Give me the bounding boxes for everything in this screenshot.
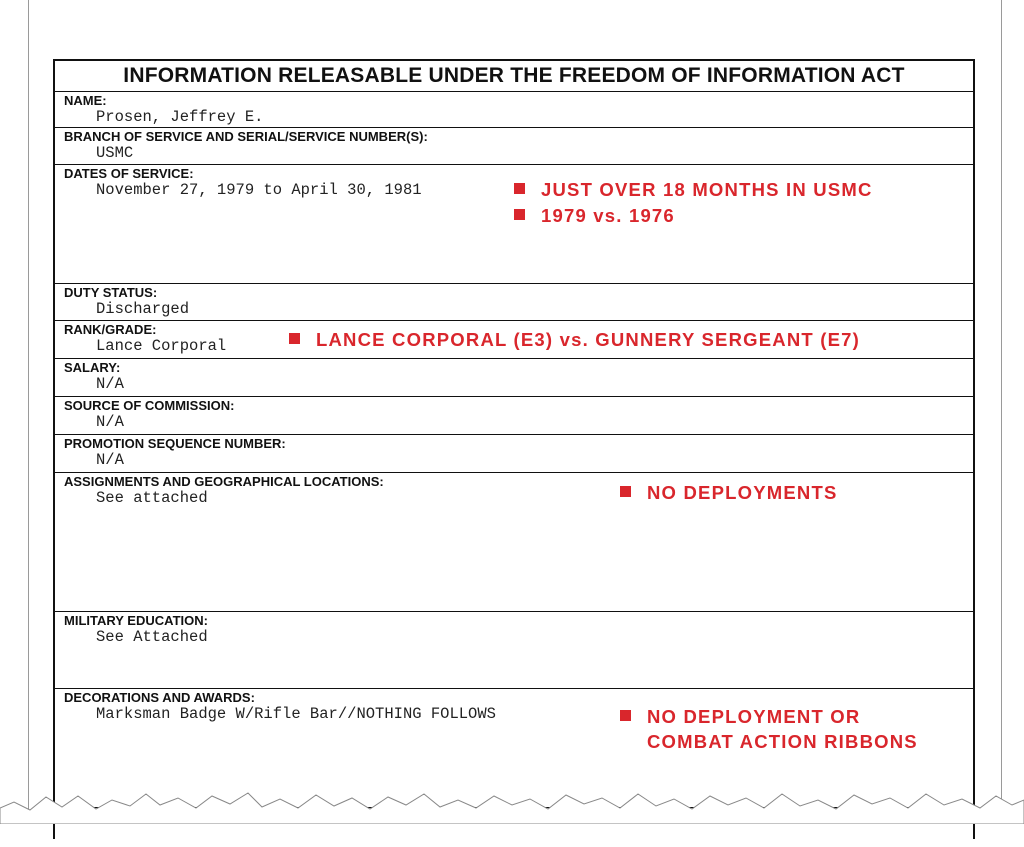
field-value-promotion: N/A (96, 451, 124, 469)
field-value-salary: N/A (96, 375, 124, 393)
annotation-dates-2-text: 1979 vs. 1976 (541, 205, 675, 226)
field-label-assignments: ASSIGNMENTS AND GEOGRAPHICAL LOCATIONS: (64, 474, 384, 489)
annotation-decorations (620, 704, 918, 754)
field-value-duty-status: Discharged (96, 300, 190, 318)
annotation-assignments (620, 480, 838, 505)
field-label-promotion: PROMOTION SEQUENCE NUMBER: (64, 436, 286, 451)
field-duty-status (55, 283, 973, 321)
field-commission (55, 396, 973, 435)
annotation-decorations-line1: NO DEPLOYMENT OR (647, 706, 861, 727)
field-value-branch: USMC (96, 144, 134, 162)
red-square-bullet-icon (620, 710, 631, 721)
annotation-rank (289, 327, 860, 352)
field-value-commission: N/A (96, 413, 124, 431)
field-value-education: See Attached (96, 628, 208, 646)
field-name (55, 91, 973, 128)
annotation-dates-2 (514, 203, 675, 228)
torn-paper-edge (0, 788, 1024, 824)
field-label-salary: SALARY: (64, 360, 121, 375)
field-label-rank: RANK/GRADE: (64, 322, 157, 337)
field-label-dates: DATES OF SERVICE: (64, 166, 194, 181)
field-branch (55, 127, 973, 165)
red-square-bullet-icon (514, 183, 525, 194)
field-label-education: MILITARY EDUCATION: (64, 613, 208, 628)
red-square-bullet-icon (514, 209, 525, 220)
field-promotion (55, 434, 973, 473)
annotation-dates-1-text: JUST OVER 18 MONTHS IN USMC (541, 179, 873, 200)
field-salary (55, 358, 973, 397)
field-education (55, 611, 973, 689)
field-label-decorations: DECORATIONS AND AWARDS: (64, 690, 255, 705)
page-edge-left (28, 0, 29, 824)
field-value-rank: Lance Corporal (96, 337, 227, 355)
annotation-decorations-line2: COMBAT ACTION RIBBONS (647, 731, 918, 752)
field-value-dates: November 27, 1979 to April 30, 1981 (96, 181, 422, 199)
red-square-bullet-icon (620, 486, 631, 497)
red-square-bullet-icon (289, 333, 300, 344)
field-value-assignments: See attached (96, 489, 208, 507)
form-title: INFORMATION RELEASABLE UNDER THE FREEDOM OF INFORMATION ACT (123, 64, 905, 87)
field-label-commission: SOURCE OF COMMISSION: (64, 398, 235, 413)
page-edge-right (1001, 0, 1002, 824)
field-value-decorations: Marksman Badge W/Rifle Bar//NOTHING FOLLOWS (96, 705, 496, 723)
field-label-name: NAME: (64, 93, 107, 108)
field-label-branch: BRANCH OF SERVICE AND SERIAL/SERVICE NUMBER(S): (64, 129, 428, 144)
annotation-rank-text: LANCE CORPORAL (E3) vs. GUNNERY SERGEANT (E7) (316, 329, 860, 350)
field-label-duty-status: DUTY STATUS: (64, 285, 158, 300)
annotation-assignments-text: NO DEPLOYMENTS (647, 482, 838, 503)
annotation-dates-1 (514, 177, 873, 202)
field-value-name: Prosen, Jeffrey E. (96, 108, 264, 126)
